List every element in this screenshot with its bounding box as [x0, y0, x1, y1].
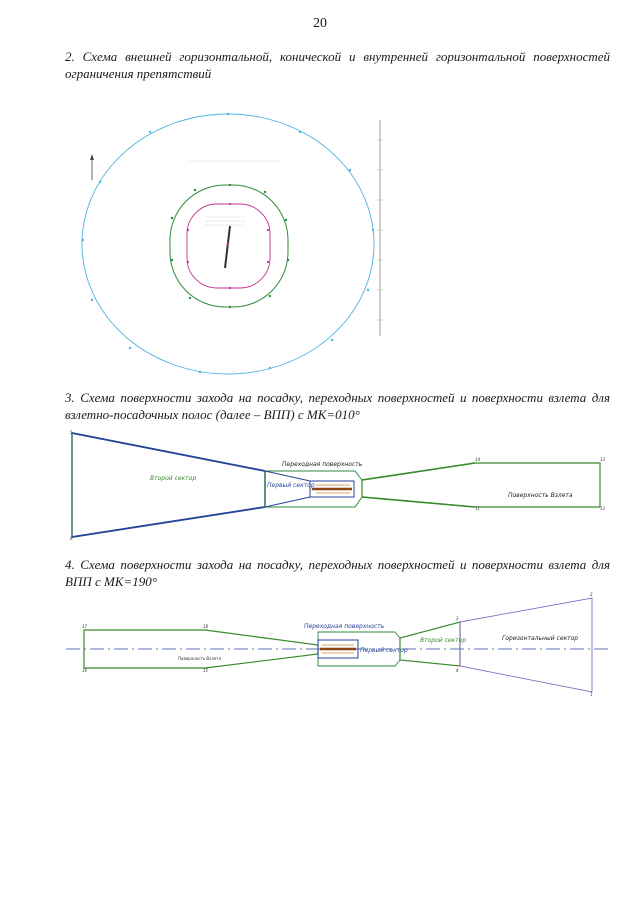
figure-obstacle-surfaces: [0, 100, 640, 380]
horizontal-sector: [460, 598, 592, 692]
label-second-sector: Второй сектор: [150, 475, 197, 482]
label-takeoff-surface: Поверхность Взлета: [178, 656, 222, 661]
figure-approach-190: [0, 590, 640, 700]
svg-text:4: 4: [456, 668, 459, 673]
label-horizontal-sector: Горизонтальный сектор: [502, 635, 579, 642]
section-2-caption: 2. Схема внешней горизонтальной, конической и внутренней горизонтальной поверхностей ограничения препятствий: [65, 49, 610, 81]
label-first-sector: Первый сектор: [360, 647, 408, 654]
svg-text:14: 14: [475, 457, 481, 462]
svg-text:18: 18: [203, 624, 209, 629]
second-sector: [400, 622, 460, 666]
svg-text:15: 15: [203, 668, 209, 673]
svg-text:13: 13: [600, 457, 606, 462]
svg-text:3: 3: [456, 616, 459, 621]
svg-text:2: 2: [590, 592, 593, 597]
runway: [225, 226, 230, 268]
north-arrow-icon: [90, 154, 94, 180]
svg-text:11: 11: [475, 506, 481, 511]
svg-text:16: 16: [82, 668, 88, 673]
page-number: 20: [313, 16, 327, 31]
svg-text:1: 1: [590, 692, 593, 697]
label-transitional-surface: Переходная поверхность: [282, 461, 363, 468]
svg-text:17: 17: [82, 624, 88, 629]
label-second-sector: Второй сектор: [420, 637, 467, 644]
label-first-sector: Первый сектор: [267, 482, 315, 489]
conical-surface-points: [171, 184, 289, 308]
figure-approach-010: [0, 425, 640, 545]
svg-text:6: 6: [70, 536, 73, 541]
scale-ruler: [377, 120, 383, 336]
section-4-caption: 4. Схема поверхности захода на посадку, переходных поверхностей и поверхности взлета для ВПП с МК=190°: [65, 557, 610, 589]
label-transitional-surface: Переходная поверхность: [304, 623, 385, 630]
section-3-caption: 3. Схема поверхности захода на посадку, переходных поверхностей и поверхности взлета для взлетно-посадочных полос (далее – ВПП) с МК=010°: [65, 390, 610, 422]
svg-text:5: 5: [70, 430, 73, 435]
svg-text:12: 12: [600, 506, 606, 511]
label-takeoff-surface: Поверхность Взлета: [508, 492, 573, 499]
